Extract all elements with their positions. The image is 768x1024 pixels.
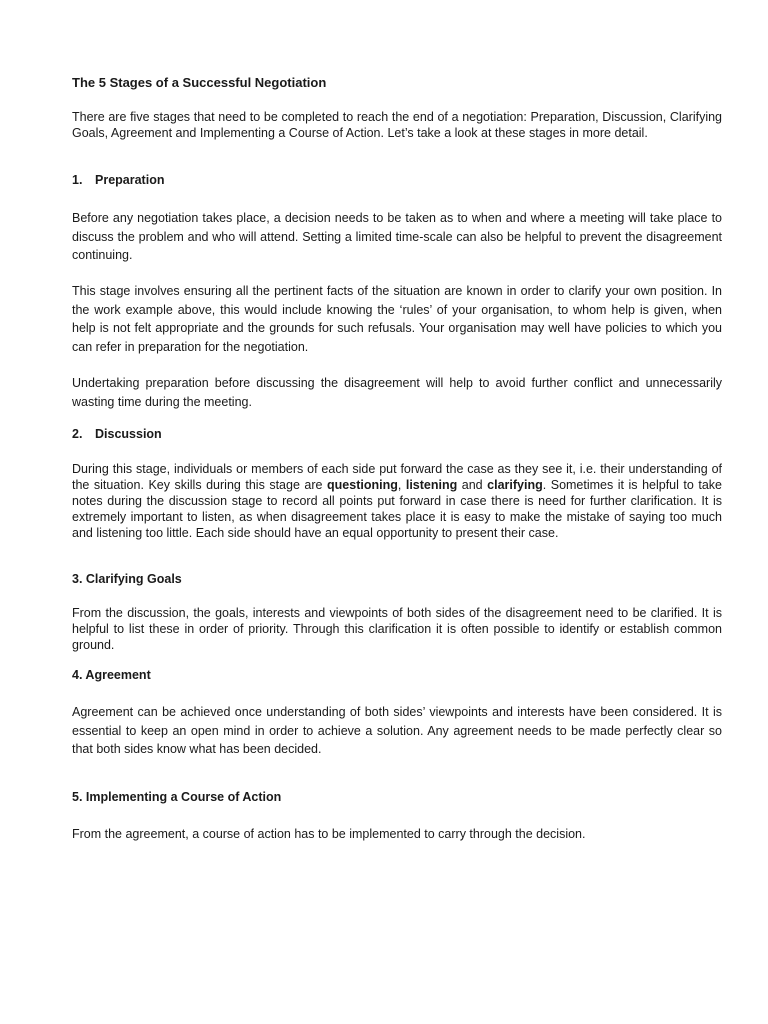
preparation-paragraph-2: This stage involves ensuring all the pertinent facts of the situation are known in order to clarify your own position. In the work example above, this would include knowing the ‘rules’ of your organisation, to whom help is given, when help is not felt appropriate and the grounds for such refusals. Your organisation may well have policies to which you can refer in preparation for the negotiation. (72, 284, 722, 354)
section-heading-text: Discussion (95, 427, 162, 441)
preparation-paragraph-1: Before any negotiation takes place, a decision needs to be taken as to when and where a meeting will take place to discuss the problem and who will attend. Setting a limited time-scale can also be helpful to prevent the disagreement continuing. (72, 211, 722, 262)
preparation-paragraph-3: Undertaking preparation before discussing the disagreement will help to avoid further conflict and unnecessarily wasting time during the meeting. (72, 376, 722, 409)
skill-questioning: questioning (327, 478, 398, 492)
section-heading-text: Preparation (95, 173, 165, 187)
section-heading-discussion (72, 427, 722, 441)
discussion-paragraph: During this stage, individuals or members of each side put forward the case as they see it, i.e. their understanding of the situation. Key skills during this stage are questioning, listening and clarifying. Sometimes it is helpful to take notes during the discussion stage to record all points put forward in case there is need for further clarification. It is extremely important to listen, as when disagreement takes place it is easy to make the mistake of saying too much and listening too little. Each side should have an equal opportunity to present their case. (72, 462, 722, 540)
section-heading-agreement: 4. Agreement (72, 668, 151, 682)
section-heading-clarifying-goals: 3. Clarifying Goals (72, 572, 182, 586)
agreement-paragraph: Agreement can be achieved once understanding of both sides’ viewpoints and interests have been considered. It is essential to keep an open mind in order to achieve a solution. Any agreement needs to be made perfectly clear so that both sides know what has been decided. (72, 705, 722, 756)
section-number: 2. (72, 427, 83, 441)
document-title: The 5 Stages of a Successful Negotiation (72, 75, 327, 90)
clarifying-goals-paragraph: From the discussion, the goals, interests and viewpoints of both sides of the disagreement need to be clarified. It is helpful to list these in order of priority. Through this clarification it is often possible to identify or establish common ground. (72, 606, 722, 652)
skill-clarifying: clarifying (487, 478, 543, 492)
section-number: 1. (72, 173, 83, 187)
section-heading-preparation (72, 173, 722, 187)
section-heading-implementing: 5. Implementing a Course of Action (72, 790, 282, 804)
implementing-paragraph: From the agreement, a course of action has to be implemented to carry through the decision. (72, 827, 586, 841)
skill-listening: listening (405, 478, 458, 492)
intro-paragraph: There are five stages that need to be completed to reach the end of a negotiation: Preparation, Discussion, Clarifying Goals, Agreement and Implementing a Course of Action. Let’s take a look at these stages in more detail. (72, 110, 722, 140)
